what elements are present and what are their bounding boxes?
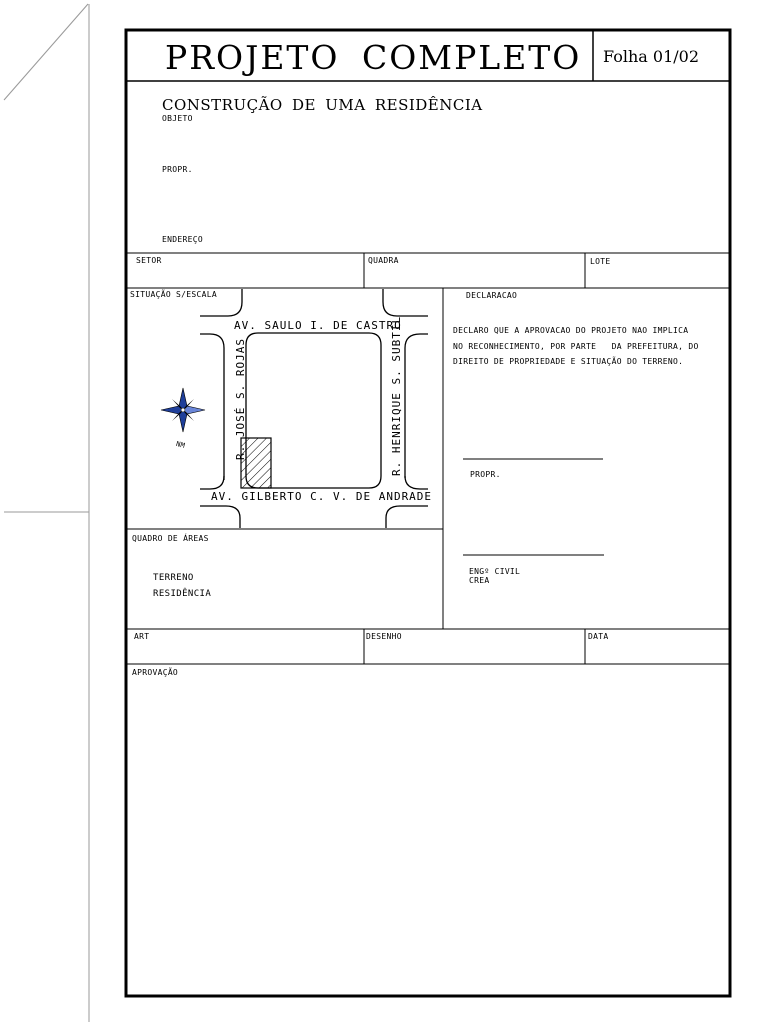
- art-label: ART: [134, 632, 150, 641]
- engineer-signature-label: ENGº CIVIL: [469, 567, 521, 576]
- corner-bottom-left-outer: [200, 506, 240, 528]
- declaration-line-2: NO RECONHECIMENTO, POR PARTE DA PREFEITURA, DO: [453, 342, 699, 351]
- north-arrow-icon: [161, 388, 205, 432]
- subject-value: CONSTRUÇÃO DE UMA RESIDÊNCIA: [162, 96, 483, 114]
- subject-label: OBJETO: [162, 114, 193, 123]
- page-title: PROJETO COMPLETO: [165, 38, 582, 77]
- areas-title: QUADRO DE ÁREAS: [132, 534, 209, 543]
- terrain-label: TERRENO: [153, 573, 194, 583]
- lot-label: LOTE: [590, 257, 611, 266]
- situation-label: SITUAÇÃO S/ESCALA: [130, 290, 217, 299]
- street-left-label: R. JOSÉ S. ROJAS: [234, 338, 247, 460]
- street-top-label: AV. SAULO I. DE CASTRO: [234, 319, 402, 332]
- approval-label: APROVAÇÃO: [132, 668, 179, 677]
- sheet-number: Folha 01/02: [603, 47, 700, 66]
- corner-bottom-left: [200, 476, 224, 489]
- corner-bottom-right-outer: [386, 506, 428, 528]
- declaration-line-3: DIREITO DE PROPRIEDADE E SITUAÇÃO DO TERRENO.: [453, 357, 684, 366]
- owner-label: PROPR.: [162, 165, 193, 174]
- corner-right-top: [405, 334, 428, 478]
- date-label: DATA: [588, 632, 609, 641]
- street-right-label: R. HENRIQUE S. SUBTIL: [390, 315, 403, 476]
- drawing-label: DESENHO: [366, 632, 402, 641]
- north-label: NM: [175, 439, 186, 451]
- owner-signature-label: PROPR.: [470, 470, 501, 479]
- sector-label: SETOR: [136, 256, 162, 265]
- street-bottom-label: AV. GILBERTO C. V. DE ANDRADE: [211, 490, 433, 503]
- residence-label: RESIDÊNCIA: [153, 589, 212, 599]
- crea-label: CREA: [469, 576, 490, 585]
- corner-left-top: [200, 334, 224, 348]
- corner-top-right: [383, 289, 428, 316]
- declaration-title: DECLARACAO: [466, 291, 518, 300]
- block-label: QUADRA: [368, 256, 399, 265]
- declaration-line-1: DECLARO QUE A APROVACAO DO PROJETO NAO IMPLICA: [453, 326, 689, 335]
- address-label: ENDEREÇO: [162, 235, 203, 244]
- corner-bottom-right: [405, 476, 428, 489]
